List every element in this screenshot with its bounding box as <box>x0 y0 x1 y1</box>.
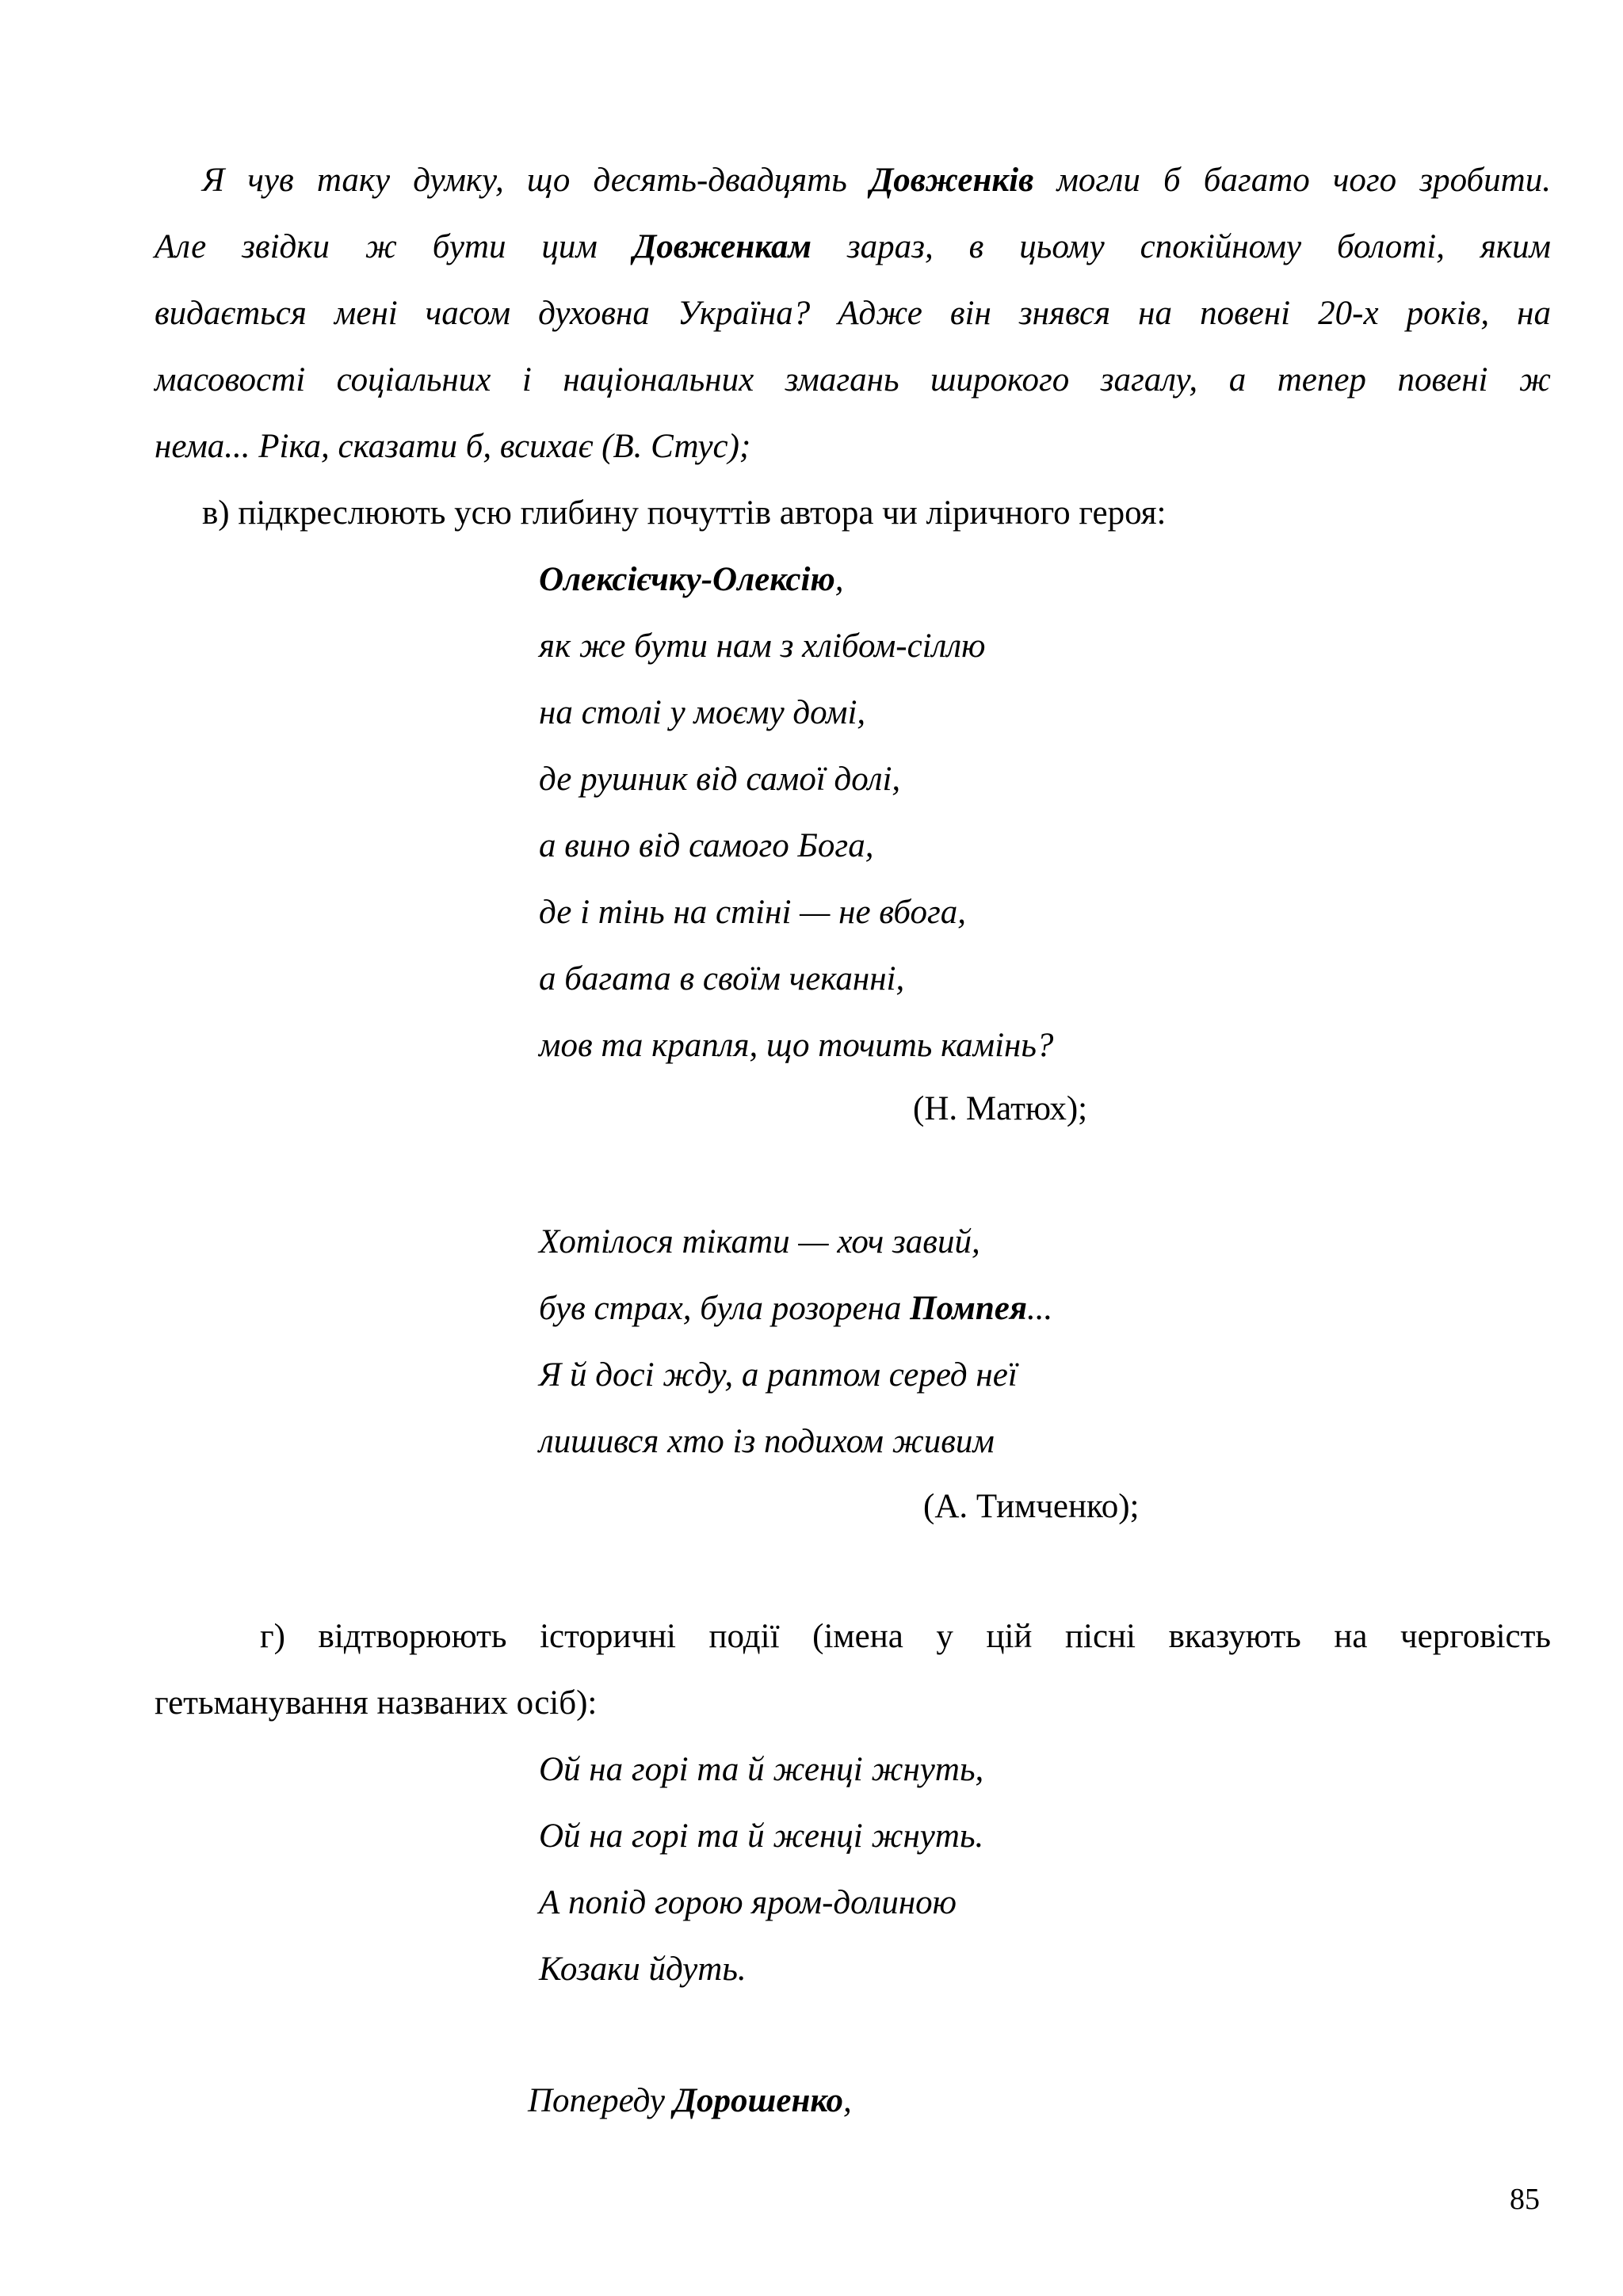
bold-name-pompeia: Помпея <box>910 1290 1028 1327</box>
poem1-line-1: Олексієчку-Олексію, <box>539 561 844 598</box>
quote-line-4: масовості соціальних і національних змагань широкого загалу, а тепер повені ж <box>155 361 1551 399</box>
poem3-line-2: Ой на горі та й женці жнуть. <box>539 1817 984 1855</box>
poem3-line-4: Козаки йдуть. <box>539 1951 747 1988</box>
bold-name-dovzhenkiv: Довженків <box>869 162 1034 199</box>
poem3-line-3: А попід горою яром-долиною <box>539 1884 957 1921</box>
point-g-line-2: гетьманування названих осіб): <box>155 1684 598 1722</box>
poem1-author: (Н. Матюх); <box>913 1090 1088 1127</box>
poem1-line-8: мов та крапля, що точить камінь? <box>539 1027 1054 1064</box>
poem3-line-1: Ой на горі та й женці жнуть, <box>539 1751 984 1788</box>
poem2-line-3: Я й досі жду, а раптом серед неї <box>539 1356 1018 1394</box>
poem1-line-4: де рушник від самої долі, <box>539 761 901 798</box>
poem3-line-5: Попереду Дорошенко, <box>528 2082 852 2119</box>
point-v: в) підкреслюють усю глибину почуттів автора чи ліричного героя: <box>202 494 1167 532</box>
poem2-line-1: Хотілося тікати — хоч завий, <box>539 1223 980 1261</box>
quote-line-3: видається мені часом духовна Україна? Адже він знявся на повені 20-х років, на <box>155 295 1551 332</box>
poem1-line-6: де і тінь на стіні — не вбога, <box>539 894 966 931</box>
point-g-line-1: г) відтворюють історичні події (імена у цій пісні вказують на черговість <box>260 1618 1551 1655</box>
poem1-line-3: на столі у моєму домі, <box>539 694 866 731</box>
page-number: 85 <box>1510 2183 1540 2216</box>
bold-name-oleksiiechku: Олексієчку-Олексію <box>539 561 835 598</box>
quote-line-5: нема... Ріка, сказати б, всихає (В. Стус); <box>155 428 751 465</box>
poem1-line-2: як же бути нам з хлібом-сіллю <box>539 627 986 665</box>
poem1-line-7: а багата в своїм чеканні, <box>539 960 905 997</box>
quote-line-1: Я чув таку думку, що десять-двадцять Довженків могли б багато чого зробити. <box>202 162 1551 199</box>
poem1-line-5: а вино від самого Бога, <box>539 827 874 864</box>
quote-line-2: Але звідки ж бути цим Довженкам зараз, в цьому спокійному болоті, яким <box>155 228 1551 265</box>
poem2-author: (А. Тимченко); <box>923 1488 1140 1525</box>
poem2-line-2: був страх, була розорена Помпея... <box>539 1290 1053 1327</box>
bold-name-doroshenko: Дорошенко <box>673 2082 843 2119</box>
bold-name-dovzhenkam: Довженкам <box>632 228 812 265</box>
poem2-line-4: лишився хто із подихом живим <box>539 1423 995 1460</box>
